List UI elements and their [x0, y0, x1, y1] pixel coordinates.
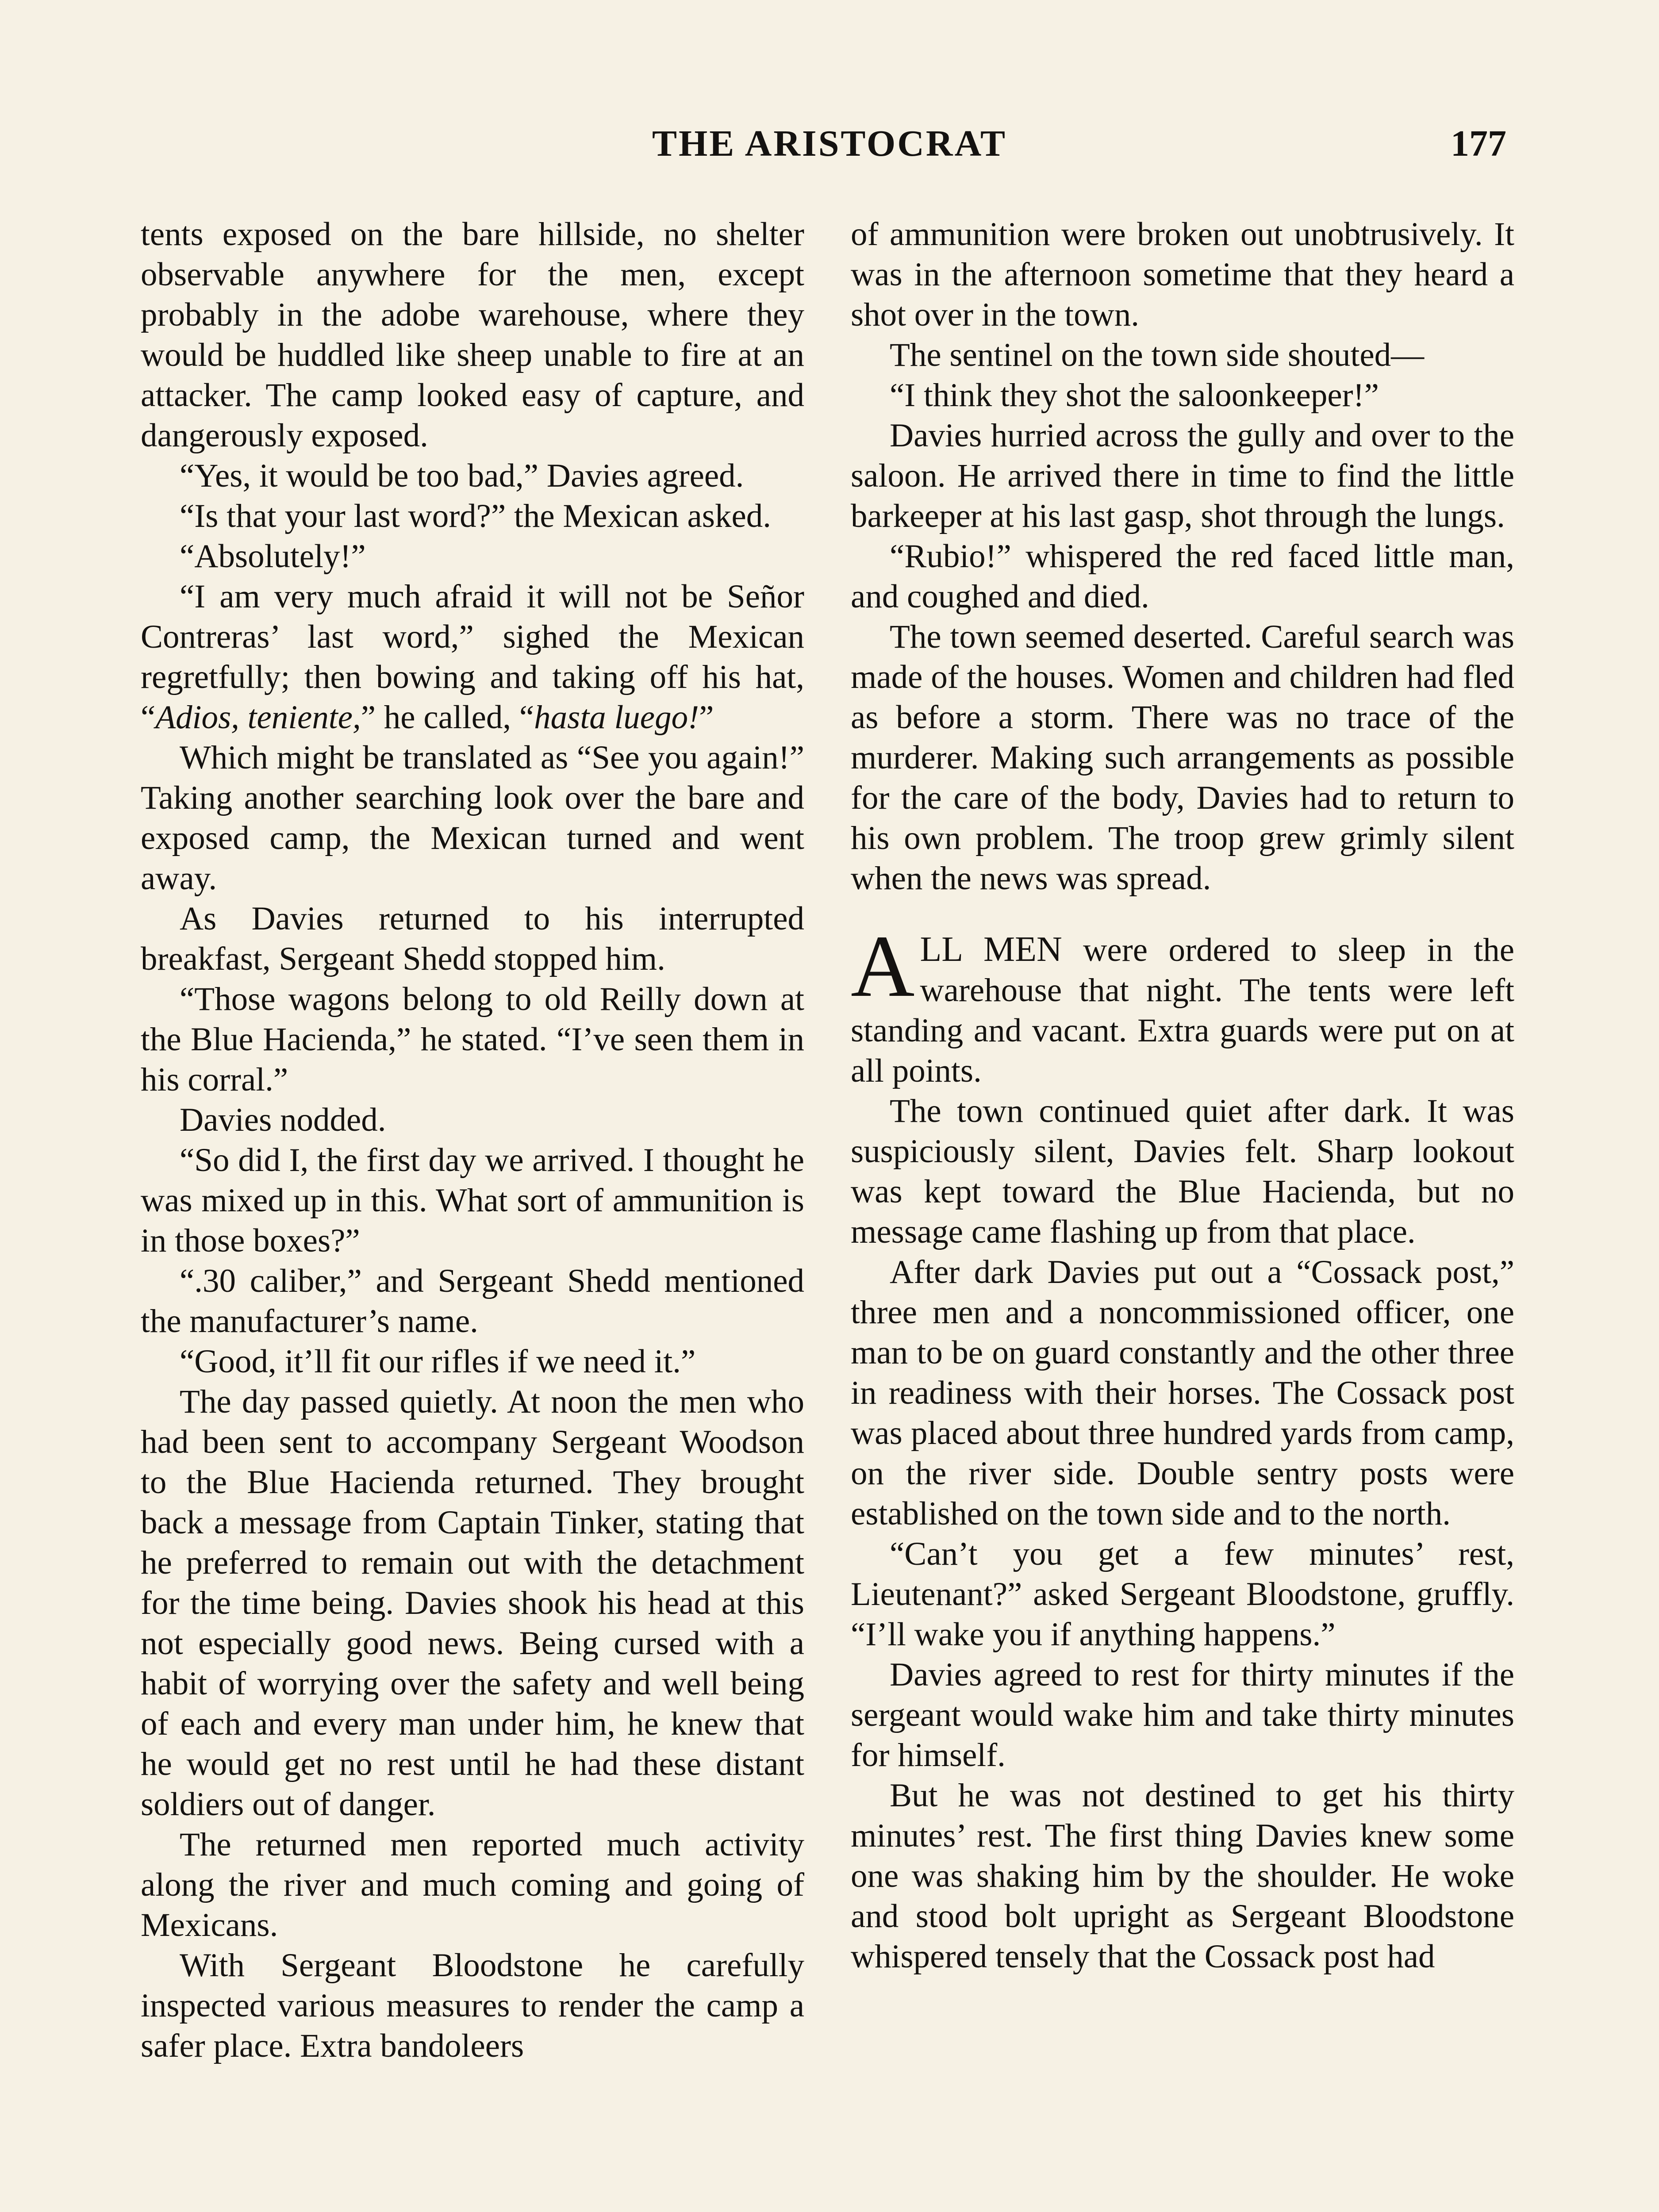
paragraph: As Davies returned to his interrupted breakfast, Sergeant Shedd stopped him. [141, 900, 804, 977]
paragraph: The sentinel on the town side shouted— [890, 337, 1425, 373]
spanish-phrase: hasta luego! [534, 699, 699, 736]
paragraph: of ammunition were broken out unobtrusively. It was in the afternoon sometime that they heard a shot over in the town. [851, 216, 1514, 333]
paragraph: “So did I, the first day we arrived. I thought he was mixed up in this. What sort of ammunition is in those boxes?” [141, 1142, 804, 1259]
paragraph: “Good, it’ll fit our rifles if we need it.” [180, 1343, 696, 1380]
paragraph-text: ” he called, “ [361, 699, 534, 736]
paragraph: The day passed quietly. At noon the men who had been sent to accompany Sergeant Woodson to the Blue Hacienda returned. They brought back a message from Captain Tinker, stating that he preferred to remain out with the detachment for the time being. Davies shook his head at this not especially good news. Being cursed with a habit of worrying over the safety and well being of each and every man under him, he knew that he would get no rest until he had these distant soldiers out of danger. [141, 1383, 804, 1823]
right-column [851, 214, 1514, 2212]
page-header [0, 122, 1659, 171]
paragraph: Davies agreed to rest for thirty minutes if the sergeant would wake him and take thirty minutes for himself. [851, 1656, 1514, 1774]
paragraph: “Absolutely!” [180, 538, 366, 575]
paragraph: The returned men reported much activity along the river and much coming and going of Mexicans. [141, 1826, 804, 1943]
paragraph: tents exposed on the bare hillside, no shelter observable anywhere for the men, except probably in the adobe warehouse, where they would be huddled like sheep unable to fire at an attacker. The camp looked easy of capture, and dangerously exposed. [141, 216, 804, 454]
left-column [141, 214, 804, 2212]
paragraph: “Yes, it would be too bad,” Davies agreed. [180, 457, 744, 494]
spanish-phrase: Adios, teniente, [155, 699, 361, 736]
running-title: THE ARISTOCRAT [652, 123, 1007, 164]
paragraph: But he was not destined to get his thirty minutes’ rest. The first thing Davies knew some one was shaking him by the shoulder. He woke and stood bolt upright as Sergeant Bloodstone whispered tensely that the Cossack post had [851, 1777, 1514, 1975]
paragraph: Davies nodded. [180, 1102, 386, 1138]
paragraph: After dark Davies put out a “Cossack post,” three men and a noncommissioned officer, one man to be on guard constantly and the other three in readiness with their horses. The Cossack post was placed about three hundred yards from camp, on the river side. Double sentry posts were established on the town side and to the north. [851, 1254, 1514, 1532]
paragraph: “Rubio!” whispered the red faced little man, and coughed and died. [851, 538, 1514, 615]
paragraph: With Sergeant Bloodstone he carefully inspected various measures to render the camp a safer place. Extra bandoleers [141, 1947, 804, 2064]
paragraph: The town seemed deserted. Careful search was made of the houses. Women and children had fled as before a storm. There was no trace of the murderer. Making such arrangements as possible for the care of the body, Davies had to return to his own problem. The troop grew grimly silent when the news was spread. [851, 618, 1514, 897]
paragraph: “Those wagons belong to old Reilly down at the Blue Hacienda,” he stated. “I’ve seen them in his corral.” [141, 981, 804, 1098]
page-number: 177 [1451, 123, 1506, 164]
paragraph: “I think they shot the saloonkeeper!” [890, 377, 1379, 414]
paragraph: “.30 caliber,” and Sergeant Shedd mentioned the manufacturer’s name. [141, 1263, 804, 1340]
section-opening [851, 918, 1514, 1091]
paragraph-text: ” [699, 699, 714, 736]
small-caps-lead: LL MEN [920, 930, 1062, 969]
paragraph: The town continued quiet after dark. It was suspiciously silent, Davies felt. Sharp lookout was kept toward the Blue Hacienda, but no message came flashing up from that place. [851, 1093, 1514, 1250]
paragraph: Which might be translated as “See you again!” Taking another searching look over the bare and exposed camp, the Mexican turned and went away. [141, 739, 804, 897]
paragraph: “Can’t you get a few minutes’ rest, Lieutenant?” asked Sergeant Bloodstone, gruffly. “I’ll wake you if anything happens.” [851, 1536, 1514, 1653]
paragraph-text: “I am very much afraid it will not be Señor Contreras’ last word,” sighed the Mexican regretfully; then bowing and taking off his hat, “ [141, 578, 804, 736]
paragraph: “Is that your last word?” the Mexican asked. [180, 498, 772, 534]
paragraph: Davies hurried across the gully and over to the saloon. He arrived there in time to find the little barkeeper at his last gasp, shot through the lungs. [851, 417, 1514, 534]
drop-cap: A [851, 918, 915, 1015]
paragraph-text: were ordered to sleep in the warehouse that night. The tents were left standing and vacant. Extra guards were put on at all points. [851, 932, 1514, 1089]
paragraph [141, 576, 804, 737]
